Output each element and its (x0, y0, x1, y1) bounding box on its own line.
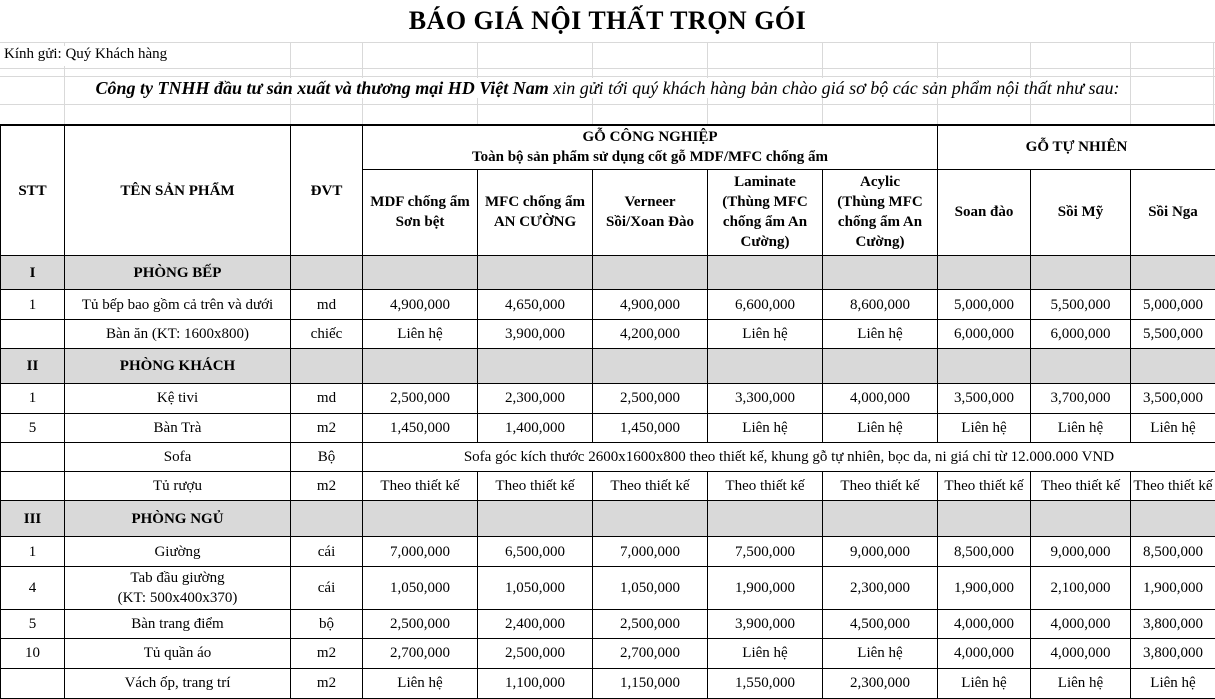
table-row (1, 383, 1215, 413)
price-cell: 6,000,000 (938, 320, 1031, 349)
section-number: II (1, 349, 65, 383)
section-blank-cell (291, 256, 363, 290)
price-cell: Liên hệ (708, 638, 823, 668)
section-blank-cell (1131, 349, 1215, 383)
row-product-name (65, 638, 291, 668)
price-cell: 2,500,000 (593, 383, 708, 413)
product-name-line: Sofa (163, 448, 192, 465)
price-cell: Liên hệ (1031, 413, 1131, 442)
price-cell: Theo thiết kế (1031, 471, 1131, 500)
price-cell: Liên hệ (363, 668, 478, 698)
price-cell: 5,000,000 (938, 290, 1031, 320)
header-stt: STT (1, 125, 65, 256)
product-name-line: Kệ tivi (156, 390, 199, 407)
price-cell: 4,200,000 (593, 320, 708, 349)
table-row (1, 290, 1215, 320)
row-stt: 5 (1, 609, 65, 638)
price-cell: Theo thiết kế (938, 471, 1031, 500)
page-title: BÁO GIÁ NỘI THẤT TRỌN GÓI (0, 0, 1215, 42)
price-cell: 3,900,000 (708, 609, 823, 638)
price-cell: 7,000,000 (363, 537, 478, 567)
section-blank-cell (593, 349, 708, 383)
header-group-industrial (363, 125, 938, 169)
row-unit: md (291, 290, 363, 320)
group-industrial-title: GỖ CÔNG NGHIỆP (582, 129, 718, 146)
price-cell: 2,300,000 (823, 668, 938, 698)
price-cell: Theo thiết kế (708, 471, 823, 500)
price-cell: 9,000,000 (1031, 537, 1131, 567)
price-cell: 4,500,000 (823, 609, 938, 638)
section-blank-cell (478, 501, 593, 537)
product-name-line: Vách ốp, trang trí (124, 675, 231, 692)
intro-paragraph (0, 78, 1215, 106)
product-name-line: (KT: 500x400x370) (117, 589, 238, 606)
price-cell: Liên hệ (823, 638, 938, 668)
section-name: PHÒNG KHÁCH (65, 349, 291, 383)
section-blank-cell (938, 256, 1031, 290)
price-cell: 2,500,000 (363, 609, 478, 638)
row-unit: cái (291, 537, 363, 567)
section-number: I (1, 256, 65, 290)
section-blank-cell (593, 501, 708, 537)
row-unit: m2 (291, 471, 363, 500)
header-material: Acylic (Thùng MFC chống ẩm An Cường) (823, 169, 938, 255)
section-blank-cell (1031, 256, 1131, 290)
section-row (1, 256, 1215, 290)
price-cell: 1,900,000 (1131, 567, 1215, 609)
price-cell: 3,300,000 (708, 383, 823, 413)
salutation: Kính gửi: Quý Khách hàng (4, 46, 171, 66)
section-blank-cell (938, 349, 1031, 383)
row-product-name (65, 383, 291, 413)
product-name-line: Bàn Trà (153, 419, 202, 436)
price-cell: 1,450,000 (363, 413, 478, 442)
row-product-name (65, 413, 291, 442)
price-cell: 6,000,000 (1031, 320, 1131, 349)
price-cell: Liên hệ (1131, 668, 1215, 698)
section-blank-cell (823, 501, 938, 537)
price-cell: 9,000,000 (823, 537, 938, 567)
price-cell: 3,700,000 (1031, 383, 1131, 413)
section-name: PHÒNG NGỦ (65, 501, 291, 537)
row-stt: 4 (1, 567, 65, 609)
price-cell: 4,000,000 (823, 383, 938, 413)
price-cell: Theo thiết kế (478, 471, 593, 500)
row-stt (1, 668, 65, 698)
price-cell: 2,300,000 (823, 567, 938, 609)
price-cell: 6,500,000 (478, 537, 593, 567)
price-cell: 2,500,000 (593, 609, 708, 638)
table-row (1, 413, 1215, 442)
price-cell: 1,150,000 (593, 668, 708, 698)
section-blank-cell (291, 349, 363, 383)
product-name-line: Tủ rượu (153, 478, 202, 495)
price-cell: 1,900,000 (938, 567, 1031, 609)
product-name-line: Tủ bếp bao gồm cả trên và dưới (81, 296, 274, 313)
price-cell: 5,500,000 (1131, 320, 1215, 349)
price-cell: 1,450,000 (593, 413, 708, 442)
row-product-name (65, 471, 291, 500)
product-name-line: Giường (154, 543, 201, 560)
price-cell: 1,050,000 (478, 567, 593, 609)
section-blank-cell (1131, 501, 1215, 537)
price-cell: 1,550,000 (708, 668, 823, 698)
section-blank-cell (363, 256, 478, 290)
header-material: MDF chống ẩm Sơn bệt (363, 169, 478, 255)
section-blank-cell (708, 349, 823, 383)
price-cell: 5,000,000 (1131, 290, 1215, 320)
price-cell: Theo thiết kế (593, 471, 708, 500)
price-cell: 3,500,000 (1131, 383, 1215, 413)
price-cell: 2,700,000 (363, 638, 478, 668)
row-stt: 1 (1, 290, 65, 320)
row-stt: 1 (1, 383, 65, 413)
price-cell: 1,100,000 (478, 668, 593, 698)
header-product: TÊN SẢN PHẨM (65, 125, 291, 256)
price-cell: Liên hệ (823, 413, 938, 442)
price-cell: 4,900,000 (593, 290, 708, 320)
price-cell: Liên hệ (938, 668, 1031, 698)
product-name-line: Tủ quần áo (143, 645, 212, 662)
price-cell: Liên hệ (708, 413, 823, 442)
price-cell: 4,000,000 (938, 638, 1031, 668)
table-row (1, 638, 1215, 668)
price-cell: 6,600,000 (708, 290, 823, 320)
price-cell: 5,500,000 (1031, 290, 1131, 320)
row-product-name (65, 609, 291, 638)
price-cell: Theo thiết kế (823, 471, 938, 500)
header-material: Laminate (Thùng MFC chống ẩm An Cường) (708, 169, 823, 255)
price-cell: 8,600,000 (823, 290, 938, 320)
price-cell: Liên hệ (708, 320, 823, 349)
section-blank-cell (291, 501, 363, 537)
price-cell: 3,800,000 (1131, 638, 1215, 668)
row-stt: 10 (1, 638, 65, 668)
row-unit: bộ (291, 609, 363, 638)
table-row (1, 567, 1215, 609)
header-material: Sồi Mỹ (1031, 169, 1131, 255)
table-row (1, 537, 1215, 567)
section-blank-cell (938, 501, 1031, 537)
row-stt (1, 442, 65, 471)
price-cell: Liên hệ (938, 413, 1031, 442)
section-blank-cell (823, 256, 938, 290)
section-blank-cell (1031, 501, 1131, 537)
price-cell: 2,700,000 (593, 638, 708, 668)
section-blank-cell (708, 256, 823, 290)
header-unit: ĐVT (291, 125, 363, 256)
row-product-name (65, 668, 291, 698)
row-stt: 5 (1, 413, 65, 442)
price-cell: 1,900,000 (708, 567, 823, 609)
row-unit: m2 (291, 413, 363, 442)
header-row-groups (1, 125, 1215, 169)
header-group-natural: GỖ TỰ NHIÊN (938, 125, 1215, 169)
section-blank-cell (478, 256, 593, 290)
row-unit: md (291, 383, 363, 413)
section-blank-cell (823, 349, 938, 383)
table-row (1, 471, 1215, 500)
price-cell: 3,900,000 (478, 320, 593, 349)
section-blank-cell (363, 349, 478, 383)
price-cell: Theo thiết kế (363, 471, 478, 500)
table-row (1, 609, 1215, 638)
header-material: MFC chống ẩm AN CƯỜNG (478, 169, 593, 255)
section-blank-cell (593, 256, 708, 290)
row-unit: cái (291, 567, 363, 609)
price-cell: Liên hệ (823, 320, 938, 349)
price-cell: 4,000,000 (938, 609, 1031, 638)
row-unit: m2 (291, 638, 363, 668)
row-unit: chiếc (291, 320, 363, 349)
price-cell: 4,000,000 (1031, 609, 1131, 638)
header-material: Verneer Sồi/Xoan Đào (593, 169, 708, 255)
product-name-line: Bàn trang điểm (131, 615, 224, 632)
price-cell: 8,500,000 (1131, 537, 1215, 567)
row-product-name (65, 290, 291, 320)
price-cell: 1,050,000 (593, 567, 708, 609)
price-table (0, 124, 1215, 699)
row-stt (1, 320, 65, 349)
price-cell: Liên hệ (1031, 668, 1131, 698)
section-blank-cell (478, 349, 593, 383)
price-cell: 7,000,000 (593, 537, 708, 567)
header-material: Sồi Nga (1131, 169, 1215, 255)
price-cell: 8,500,000 (938, 537, 1031, 567)
section-number: III (1, 501, 65, 537)
row-stt (1, 471, 65, 500)
price-cell: 4,650,000 (478, 290, 593, 320)
section-blank-cell (1131, 256, 1215, 290)
price-cell: Liên hệ (363, 320, 478, 349)
price-cell: 4,000,000 (1031, 638, 1131, 668)
table-row (1, 320, 1215, 349)
row-product-name (65, 537, 291, 567)
section-blank-cell (708, 501, 823, 537)
table-row (1, 668, 1215, 698)
row-note: Sofa góc kích thước 2600x1600x800 theo thiết kế, khung gỗ tự nhiên, bọc da, ni giá chỉ từ 12.000.000 VND (363, 442, 1215, 471)
header-material: Soan đào (938, 169, 1031, 255)
intro-text: xin gửi tới quý khách hàng bản chào giá sơ bộ các sản phẩm nội thất như sau: (553, 78, 1120, 98)
row-unit: Bộ (291, 442, 363, 471)
price-cell: 2,100,000 (1031, 567, 1131, 609)
price-cell: 3,500,000 (938, 383, 1031, 413)
price-cell: 2,300,000 (478, 383, 593, 413)
table-row (1, 442, 1215, 471)
company-name: Công ty TNHH đầu tư sản xuất và thương mại HD Việt Nam (95, 78, 549, 98)
price-cell: 2,500,000 (363, 383, 478, 413)
price-cell: 2,400,000 (478, 609, 593, 638)
price-cell: 3,800,000 (1131, 609, 1215, 638)
row-stt: 1 (1, 537, 65, 567)
product-name-line: Bàn ăn (KT: 1600x800) (106, 326, 249, 343)
group-industrial-note: Toàn bộ sản phẩm sử dụng cốt gỗ MDF/MFC chống ẩm (471, 149, 828, 166)
price-cell: 1,400,000 (478, 413, 593, 442)
price-cell: 2,500,000 (478, 638, 593, 668)
section-row (1, 349, 1215, 383)
price-cell: 1,050,000 (363, 567, 478, 609)
row-unit: m2 (291, 668, 363, 698)
row-product-name (65, 567, 291, 609)
row-product-name (65, 442, 291, 471)
section-blank-cell (363, 501, 478, 537)
row-product-name (65, 320, 291, 349)
section-row (1, 501, 1215, 537)
section-blank-cell (1031, 349, 1131, 383)
section-name: PHÒNG BẾP (65, 256, 291, 290)
price-cell: 7,500,000 (708, 537, 823, 567)
price-cell: 4,900,000 (363, 290, 478, 320)
product-name-line: Tab đầu giường (130, 569, 225, 586)
price-cell: Theo thiết kế (1131, 471, 1215, 500)
price-cell: Liên hệ (1131, 413, 1215, 442)
